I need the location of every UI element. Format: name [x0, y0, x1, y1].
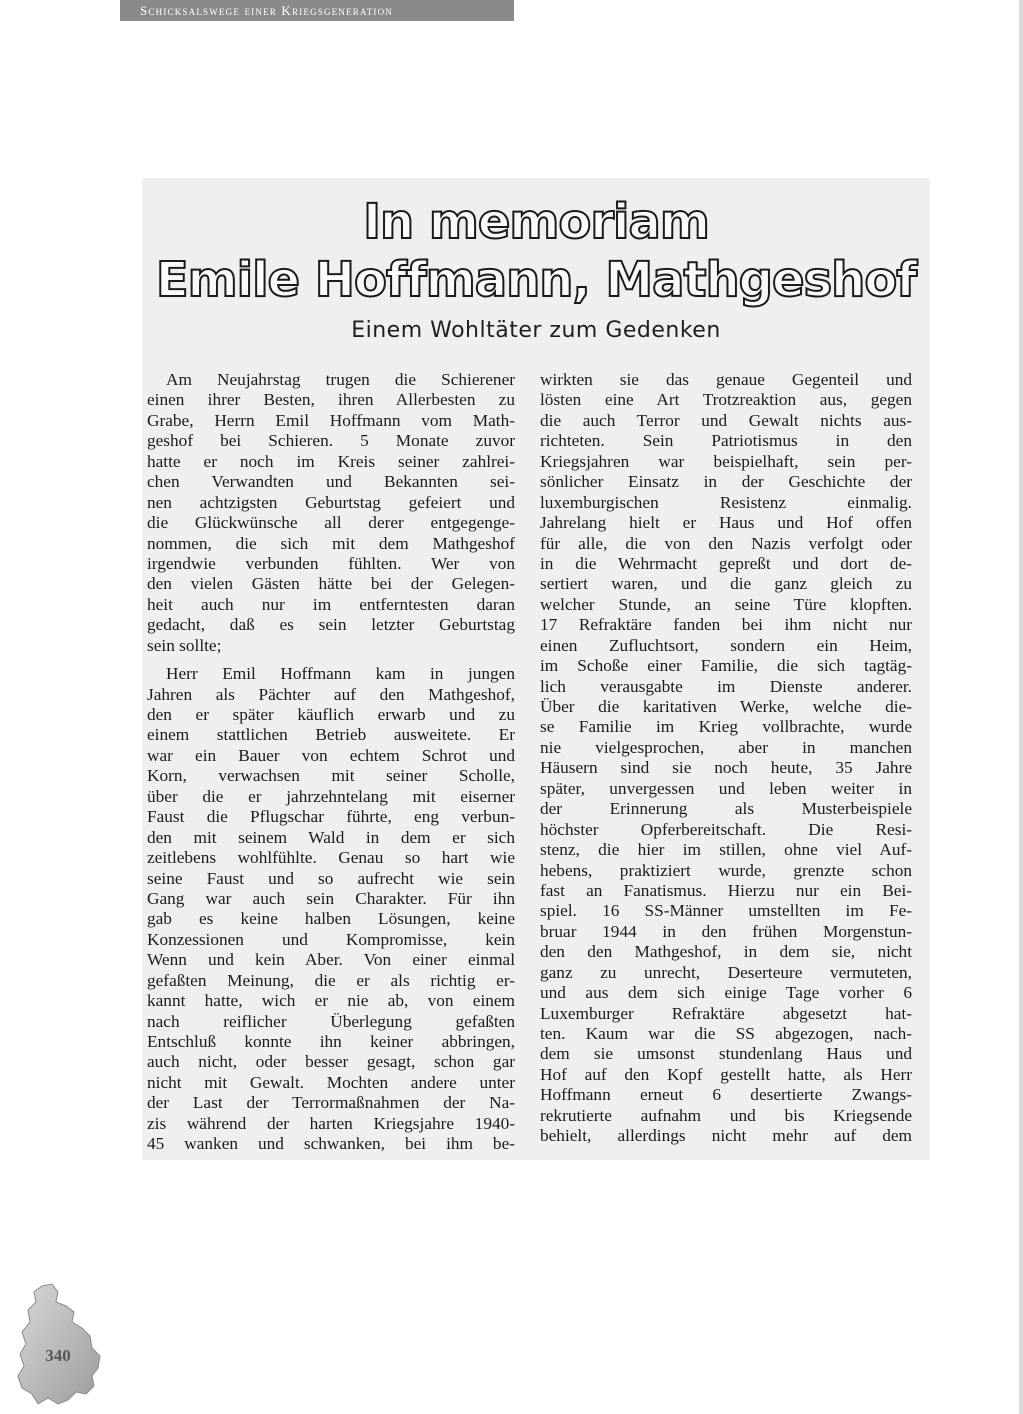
text-line: dem sie umsonst stundenlang Haus und — [540, 1044, 912, 1064]
text-line: nicht mit Gewalt. Mochten andere unter — [147, 1072, 515, 1092]
text-line: für alle, die von den Nazis verfolgt oder — [540, 533, 912, 553]
text-line: die auch Terror und Gewalt nichts aus- — [540, 410, 912, 430]
page-edge — [1019, 0, 1023, 1414]
text-line: irgendwie verbunden fühlten. Wer von — [147, 553, 515, 573]
article-subtitle: Einem Wohltäter zum Gedenken — [351, 318, 721, 343]
text-line: Jahrelang hielt er Haus und Hof offen — [540, 513, 912, 533]
text-line: nie vielgesprochen, aber in manchen — [540, 737, 912, 757]
right-column — [540, 370, 912, 1147]
text-line: zeitlebens wohlfühlte. Genau so hart wie — [147, 848, 515, 868]
text-line: den den Mathgeshof, in dem sie, nicht — [540, 942, 912, 962]
text-line: den mit seinem Wald in dem er sich — [147, 827, 515, 847]
text-line: einem stattlichen Betrieb ausweitete. Er — [147, 725, 515, 745]
text-line: Gang war auch sein Charakter. Für ihn — [147, 888, 515, 908]
text-line: Kriegsjahren war beispielhaft, sein per- — [540, 451, 912, 471]
text-line: über die er jahrzehntelang mit eiserner — [147, 786, 515, 806]
text-line: Luxemburger Refraktäre abgesetzt hat- — [540, 1003, 912, 1023]
text-line: im Schoße einer Familie, die sich tagtäg- — [540, 656, 912, 676]
text-line: gab es keine halben Lösungen, keine — [147, 909, 515, 929]
page-number: 340 — [45, 1346, 71, 1365]
text-line: stenz, die hier im stillen, ohne viel Auf- — [540, 840, 912, 860]
text-line: Wenn und kein Aber. Von einer einmal — [147, 950, 515, 970]
text-line: welcher Stunde, an seine Türe klopften. — [540, 594, 912, 614]
text-line: sein sollte; — [147, 635, 222, 655]
text-line: bruar 1944 in den frühen Morgenstun- — [540, 921, 912, 941]
newspaper-clipping — [142, 178, 930, 1160]
text-line: einen Zufluchtsort, sondern ein Heim, — [540, 635, 912, 655]
text-line: spiel. 16 SS-Männer umstellten im Fe- — [540, 901, 912, 921]
text-line: kannt hatte, wich er nie ab, von einem — [147, 991, 515, 1011]
text-line: Faust die Pflugschar führte, eng verbun- — [147, 807, 515, 827]
text-line: 45 wanken und schwanken, bei ihm be- — [147, 1134, 515, 1154]
running-header: Schicksalswege einer Kriegsgeneration — [120, 0, 514, 21]
text-line: den er später käuflich erwarb und zu — [147, 705, 515, 724]
text-line: heit auch nur im entferntesten daran — [147, 594, 515, 614]
text-line: rekrutierte aufnahm und bis Kriegsende — [540, 1105, 912, 1125]
text-line: die Glückwünsche all derer entgegenge- — [147, 513, 515, 533]
text-line: Hoffmann erneut 6 desertierte Zwangs- — [540, 1085, 912, 1105]
text-line: Korn, verwachsen mit seiner Scholle, — [147, 766, 515, 786]
text-line: der Erinnerung als Musterbeispiele — [540, 799, 912, 819]
text-line: Herr Emil Hoffmann kam in jungen — [166, 664, 515, 684]
text-line: chen Verwandten und Bekannten sei- — [147, 472, 515, 492]
text-line: lösten eine Art Trotzreaktion aus, gegen — [540, 390, 912, 410]
text-line: fast an Fanatismus. Hierzu nur ein Bei- — [540, 880, 912, 900]
text-line: nach reiflicher Überlegung gefaßten — [147, 1011, 515, 1031]
headline-line-1: In memoriam — [363, 194, 709, 250]
text-line: Grabe, Herrn Emil Hoffmann vom Math- — [147, 410, 515, 430]
text-line: nen achtzigsten Geburtstag gefeiert und — [147, 492, 515, 512]
text-line: auch nicht, oder besser gesagt, schon gar — [147, 1052, 515, 1072]
text-line: sertiert waren, und die ganz gleich zu — [540, 574, 912, 594]
left-column — [147, 370, 515, 1155]
headline-line-2: Emile Hoffmann, Mathgeshof — [155, 252, 917, 308]
text-line: Jahren als Pächter auf den Mathgeshof, — [147, 684, 515, 704]
text-line: war ein Bauer von echtem Schrot und — [147, 745, 515, 765]
text-line: nommen, die sich mit dem Mathgeshof — [147, 533, 515, 553]
text-line: seine Faust und so aufrecht wie sein — [147, 868, 515, 888]
text-line: 17 Refraktäre fanden bei ihm nicht nur — [540, 615, 912, 635]
text-line: sönlicher Einsatz in der Geschichte der — [540, 472, 912, 492]
text-line: in die Wehrmacht gepreßt und dort de- — [540, 553, 912, 573]
text-line: behielt, allerdings nicht mehr auf dem — [540, 1126, 912, 1146]
text-line: luxemburgischen Resistenz einmalig. — [540, 492, 912, 512]
text-line: Hof auf den Kopf gestellt hatte, als Herr — [540, 1064, 912, 1084]
text-line: wirkten sie das genaue Gegenteil und — [540, 370, 912, 389]
text-line: einen ihrer Besten, ihren Allerbesten zu — [147, 390, 515, 410]
text-line: lich verausgabte im Dienste anderer. — [540, 676, 912, 696]
paragraph-gap — [147, 656, 515, 664]
text-line: der Last der Terrormaßnahmen der Na- — [147, 1093, 515, 1113]
text-line: ganz zu unrecht, Deserteure vermuteten, — [540, 962, 912, 982]
text-line: hebens, praktiziert wurde, grenzte schon — [540, 860, 912, 880]
text-line: und aus dem sich einige Tage vorher 6 — [540, 983, 912, 1003]
text-line: richteten. Sein Patriotismus in den — [540, 431, 912, 451]
text-line: Über die karitativen Werke, welche die- — [540, 697, 912, 716]
text-line: Entschluß konnte ihn keiner abbringen, — [147, 1032, 515, 1051]
text-line: höchster Opferbereitschaft. Die Resi- — [540, 819, 912, 839]
text-line: hatte er noch im Kreis seiner zahlrei- — [147, 451, 515, 471]
text-line: später, unvergessen und leben weiter in — [540, 778, 912, 798]
text-line: zis während der harten Kriegsjahre 1940- — [147, 1113, 515, 1133]
text-line: Am Neujahrstag trugen die Schierener — [166, 370, 515, 389]
text-line: den vielen Gästen hätte bei der Gelegen- — [147, 574, 515, 594]
text-line: se Familie im Krieg vollbrachte, wurde — [540, 717, 912, 737]
text-line: Häusern sind sie noch heute, 35 Jahre — [540, 758, 912, 778]
text-line: Konzessionen und Kompromisse, kein — [147, 929, 515, 949]
text-line: gefaßten Meinung, die er als richtig er- — [147, 970, 515, 990]
text-line: ten. Kaum war die SS abgezogen, nach- — [540, 1024, 912, 1043]
text-line: gedacht, daß es sein letzter Geburtstag — [147, 615, 515, 635]
text-line: geshof bei Schieren. 5 Monate zuvor — [147, 431, 515, 451]
